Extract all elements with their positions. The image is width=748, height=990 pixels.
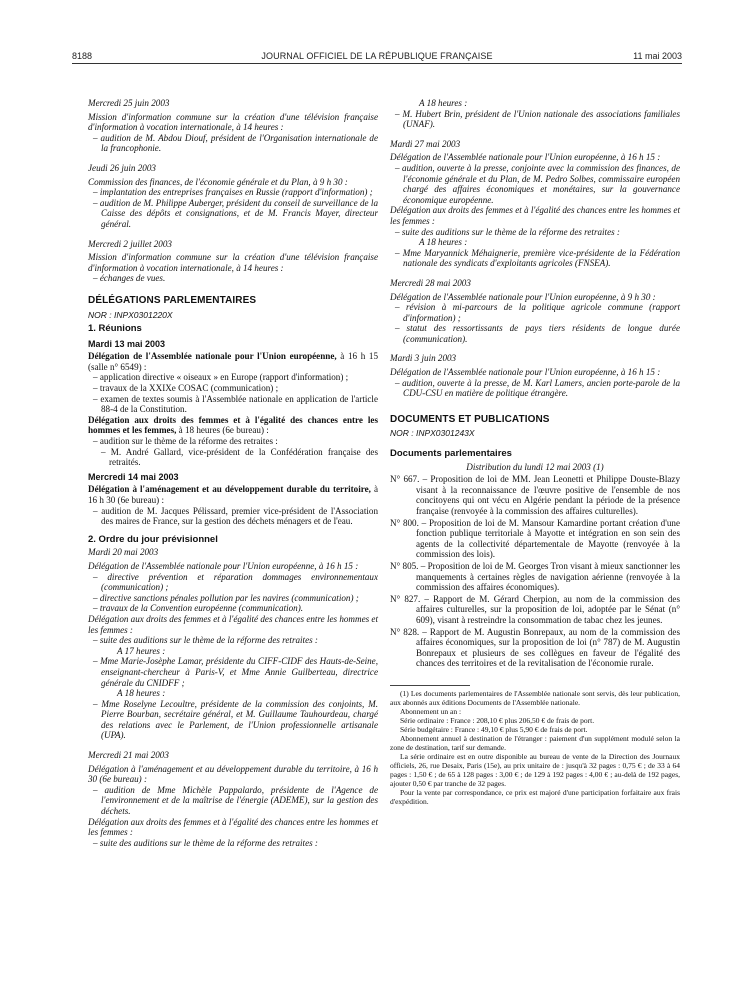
subsection-heading: Documents parlementaires <box>390 448 512 460</box>
list-item: – Mme Marie-Josèphe Lamar, présidente du CIFF-CIDF des Hauts-de-Seine, enseignant-chercheur à Paris-V, et Mme Annie Guilberteau, directrice générale du CNIDFF ; <box>93 656 378 688</box>
list-item: – audition de M. Philippe Auberger, président du conseil de surveillance de la Caisse des dépôts et consignations, et de M. Francis Mayer, directeur général. <box>93 197 378 229</box>
time-label: A 17 heures : <box>117 645 166 656</box>
footnote-text: Pour la vente par correspondance, ce prix est majoré d'une participation forfaitaire aux frais d'expédition. <box>390 787 680 806</box>
document-item: N° 800. – Proposition de loi de M. Mansour Kamardine portant création d'une fonction publique territoriale à Mayotte et intégration en son sein des agents de la collectivité départementale de Mayotte (renvoyée à la commission des lois). <box>390 517 680 560</box>
list-item: – examen de textes soumis à l'Assemblée nationale en application de l'article 88-4 de la Constitution. <box>93 393 378 415</box>
paragraph <box>88 415 378 436</box>
delegation-name: Délégation à l'aménagement et au développement durable du territoire, <box>88 484 371 495</box>
paragraph: Commission des finances, de l'économie générale et du Plan, à 9 h 30 : <box>88 176 348 187</box>
delegation-name: Délégation de l'Assemblée nationale pour l'Union européenne, <box>88 351 337 362</box>
paragraph: Délégation aux droits des femmes et à l'égalité des chances entre les hommes et les femmes : <box>88 816 378 838</box>
paragraph: Délégation de l'Assemblée nationale pour l'Union européenne, à 16 h 15 : <box>390 367 661 378</box>
date-heading: Mardi 3 juin 2003 <box>390 353 457 364</box>
list-item: – audition de M. Abdou Diouf, président de l'Organisation internationale de la francophonie. <box>93 132 378 154</box>
list-item: – M. Hubert Brin, président de l'Union nationale des associations familiales (UNAF). <box>395 108 680 130</box>
subsection-heading: 2. Ordre du jour prévisionnel <box>88 533 218 545</box>
list-item: – suite des auditions sur le thème de la réforme des retraites : <box>93 635 318 646</box>
issue-date: 11 mai 2003 <box>633 51 682 61</box>
footnote-text: (1) Les documents parlementaires de l'Assemblée nationale sont servis, dès leur publication, aux abonnés aux éditions Documents de l'Assemblée nationale. <box>390 688 680 707</box>
left-column <box>88 98 378 848</box>
paragraph: Délégation de l'Assemblée nationale pour l'Union européenne, à 9 h 30 : <box>390 291 656 302</box>
paragraph: Délégation aux droits des femmes et à l'égalité des chances entre les hommes et les femmes : <box>88 613 378 635</box>
list-item: – audition, ouverte à la presse, conjointe avec la commission des finances, de l'économie générale et du Plan, de M. Pedro Solbes, commissaire européen chargé des affaires économiques et monétaires, sur la gouvernance économique européenne. <box>395 162 680 205</box>
list-item: – directive prévention et réparation dommages environnementaux (communication) ; <box>93 571 378 593</box>
distribution-date: Distribution du lundi 12 mai 2003 (1) <box>466 461 604 472</box>
section-heading: DOCUMENTS ET PUBLICATIONS <box>390 413 550 425</box>
time-label: A 18 heures : <box>419 98 468 108</box>
paragraph: Mission d'information commune sur la création d'une télévision française d'information à vocation internationale, à 14 heures : <box>88 252 378 273</box>
list-item: – statut des ressortissants de pays tiers résidents de longue durée (communication). <box>395 323 680 344</box>
date-heading: Mercredi 21 mai 2003 <box>88 750 169 761</box>
paragraph <box>88 351 378 372</box>
date-heading: Mardi 13 mai 2003 <box>88 338 166 349</box>
section-heading: DÉLÉGATIONS PARLEMENTAIRES <box>88 294 257 306</box>
list-item: – travaux de la Convention européenne (communication). <box>93 603 304 614</box>
list-item: – suite des auditions sur le thème de la réforme des retraites : <box>93 837 318 848</box>
journal-title: JOURNAL OFFICIEL DE LA RÉPUBLIQUE FRANÇAISE <box>261 51 493 61</box>
date-heading: Mercredi 2 juillet 2003 <box>88 238 172 249</box>
footnote-text: Abonnement un an : <box>400 706 462 716</box>
date-heading: Mercredi 25 juin 2003 <box>88 98 170 108</box>
list-item: – échanges de vues. <box>93 273 166 284</box>
subsection-heading: 1. Réunions <box>88 323 142 335</box>
document-item: N° 667. – Proposition de loi de MM. Jean Leonetti et Philippe Douste-Blazy visant à la reconnaissance de l'œuvre positive de l'ensemble de nos concitoyens qui ont vécu en Algérie pendant la période de la présence française (renvoyée à la commission des affaires culturelles). <box>390 474 680 516</box>
delegation-name: Délégation aux droits des femmes et à l'égalité des chances entre les hommes et les femmes, <box>88 414 378 436</box>
paragraph: Délégation à l'aménagement et au développement durable du territoire, à 16 h 30 (6e bureau) : <box>88 763 378 785</box>
list-item: – application directive « oiseaux » en Europe (rapport d'information) ; <box>93 372 349 383</box>
meeting-time: à 16 h 30 (6e bureau) : <box>88 484 378 505</box>
footnote-text: Série ordinaire : France : 208,10 € plus 206,50 € de frais de port. <box>400 715 595 725</box>
meeting-time: à 18 heures (6e bureau) : <box>178 425 269 436</box>
document-item: N° 805. – Proposition de loi de M. Georges Tron visant à mieux sanctionner les manquements à certaines règles de navigation aérienne (renvoyée à la commission des affaires économiques). <box>390 560 680 593</box>
nor-reference: NOR : INPX0301243X <box>390 428 475 439</box>
time-label: A 18 heures : <box>117 688 166 699</box>
date-heading: Mercredi 28 mai 2003 <box>390 277 471 288</box>
list-item: – suite des auditions sur le thème de la réforme des retraites : <box>395 226 620 237</box>
date-heading: Mardi 27 mai 2003 <box>390 138 461 149</box>
header-rule <box>72 63 682 64</box>
list-item: – audition sur le thème de la réforme des retraites : <box>93 436 278 447</box>
list-item: – audition de M. Jacques Pélissard, premier vice-président de l'Association des maires de France, sur la gestion des déchets ménagers et de l'eau. <box>93 505 378 527</box>
footnote-text: Série budgétaire : France : 49,10 € plus 5,90 € de frais de port. <box>400 724 588 734</box>
list-item: – audition de Mme Michèle Pappalardo, présidente de l'Agence de l'environnement et de la maîtrise de l'énergie (ADEME), sur la gestion des déchets. <box>93 784 378 817</box>
date-heading: Jeudi 26 juin 2003 <box>88 162 156 173</box>
date-heading: Mercredi 14 mai 2003 <box>88 471 179 482</box>
right-column <box>390 98 680 806</box>
paragraph: Mission d'information commune sur la création d'une télévision française d'information à vocation internationale, à 14 heures : <box>88 111 378 133</box>
document-item: N° 828. – Rapport de M. Augustin Bonrepaux, au nom de la commission des affaires économiques, sur la proposition de loi (n° 787) de M. Augustin Bonrepaux et plusieurs de ses collègues en faveur de l'égalité des chances des territoires et de la revitalisation de l'économie rurale. <box>390 626 680 669</box>
list-item: – audition, ouverte à la presse, de M. Karl Lamers, ancien porte-parole de la CDU-CSU en matière de politique étrangère. <box>395 377 680 399</box>
list-item: – travaux de la XXIXe COSAC (communication) ; <box>93 383 279 394</box>
footnote-text: La série ordinaire est en outre disponible au bureau de vente de la Direction des Journaux officiels, 26, rue Desaix, Paris (15e), au prix unitaire de : jusqu'à 32 pages : 0,75 € ; de 33 à 64 pages : 1,50 € ; de 65 à 128 pages : 3,00 € ; de 129 à 192 pages : 4,00 € ; au-delà de 192 pages, ajouter 0,50 € par tranche de 32 pages. <box>390 751 680 788</box>
date-heading: Mardi 20 mai 2003 <box>88 547 159 558</box>
list-item: – révision à mi-parcours de la politique agricole commune (rapport d'information) ; <box>395 302 680 323</box>
footnote <box>390 689 680 806</box>
document-item: N° 827. – Rapport de M. Gérard Cherpion, au nom de la commission des affaires culturelles, sur la proposition de loi, adoptée par le Sénat (n° 609), visant à restreindre la consommation de tabac chez les jeunes. <box>390 593 680 625</box>
paragraph <box>88 484 378 505</box>
paragraph: Délégation de l'Assemblée nationale pour l'Union européenne, à 16 h 15 : <box>88 560 359 571</box>
paragraph: Délégation de l'Assemblée nationale pour l'Union européenne, à 16 h 15 : <box>390 152 661 163</box>
list-item: – Mme Maryannick Méhaignerie, première vice-présidente de la Fédération nationale des syndicats d'exploitants agricoles (FNSEA). <box>395 247 680 269</box>
list-item: – directive sanctions pénales pollution par les navires (communication) ; <box>93 592 359 603</box>
footnote-rule <box>390 685 470 686</box>
list-item: – Mme Roselyne Lecoultre, présidente de la commission des conjoints, M. Pierre Bourban, secrétaire général, et M. Guillaume Tauhourdeau, chargé des relations avec le Parlement, de l'Union professionnelle artisanale (UPA). <box>93 698 378 741</box>
page-number: 8188 <box>72 51 93 61</box>
list-item: – implantation des entreprises françaises en Russie (rapport d'information) ; <box>93 187 373 198</box>
footnote-text: Abonnement annuel à destination de l'étranger : paiement d'un supplément modulé selon la zone de destination, tarif sur demande. <box>390 733 680 752</box>
nor-reference: NOR : INPX0301220X <box>88 309 173 320</box>
list-item: – M. André Gallard, vice-président de la Confédération française des retraités. <box>101 446 378 468</box>
meeting-time: à 16 h 15 (salle n° 6549) : <box>88 351 379 372</box>
time-label: A 18 heures : <box>419 237 468 248</box>
paragraph: Délégation aux droits des femmes et à l'égalité des chances entre les hommes et les femmes : <box>390 205 680 226</box>
